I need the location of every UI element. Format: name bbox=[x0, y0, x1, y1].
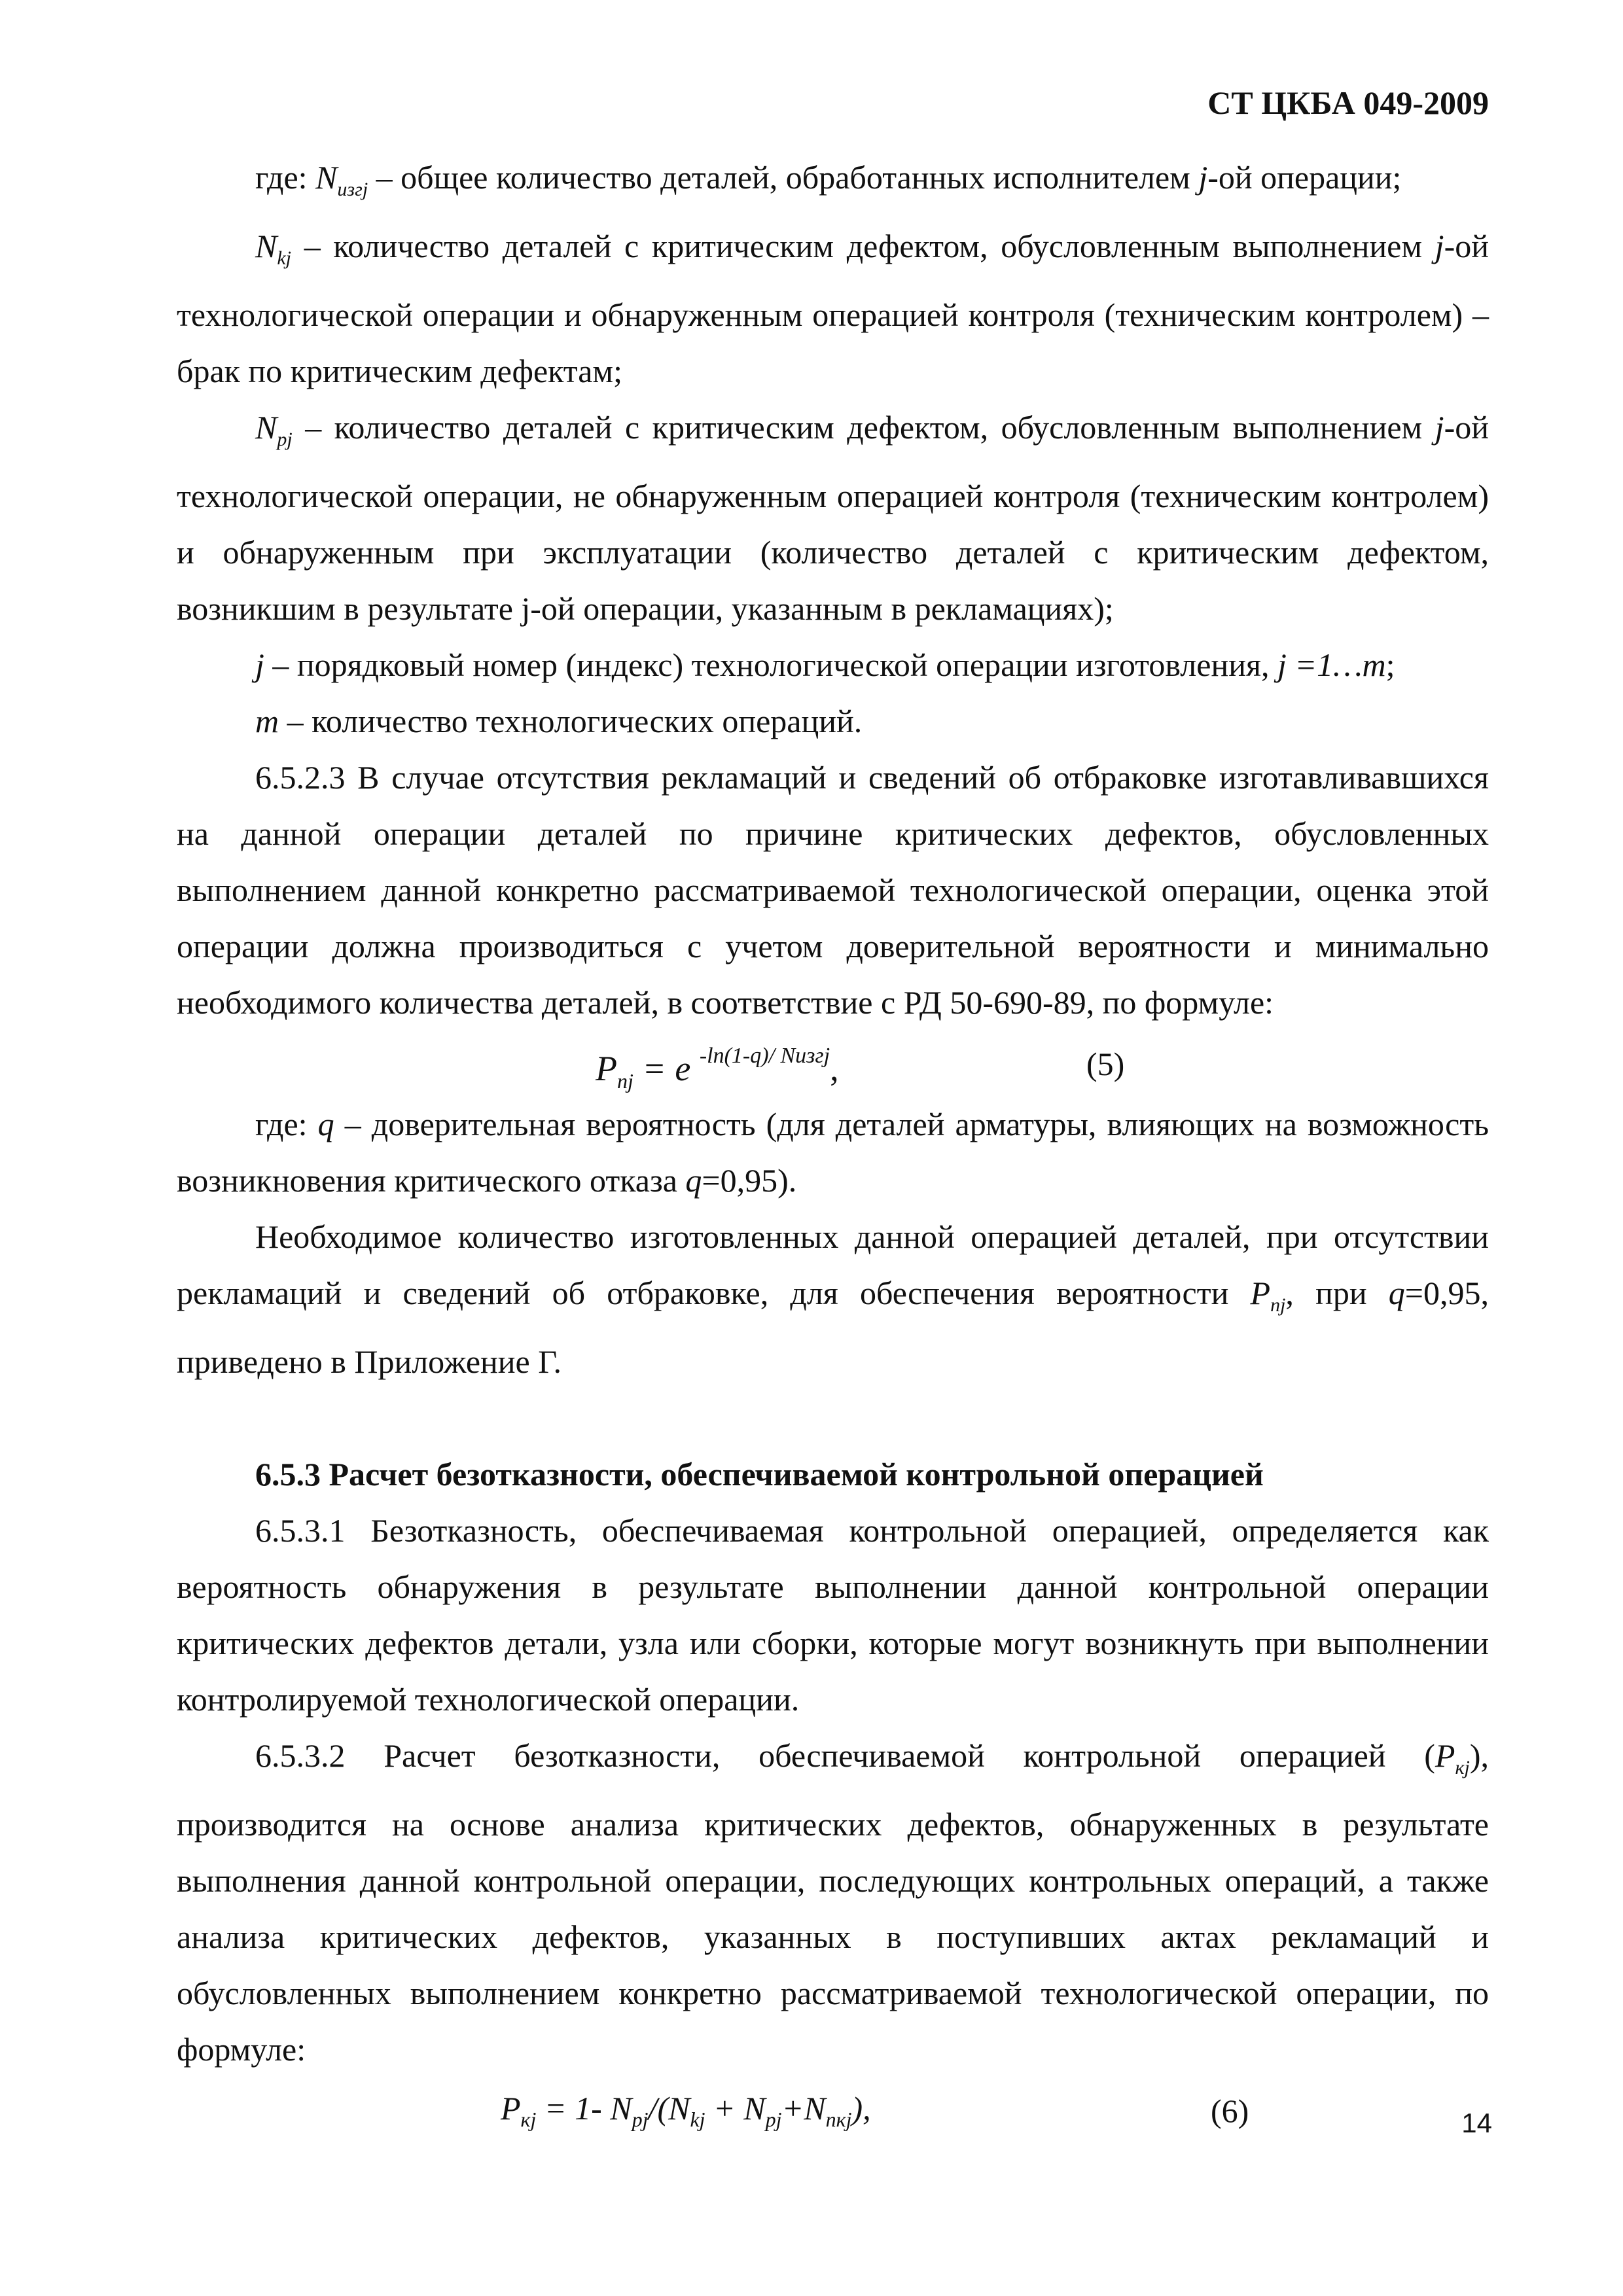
formula-5-number: (5) bbox=[1086, 1046, 1125, 1082]
def-n-pj: $N_{pj}$ – количество деталей с критическим дефектом, обусловленным выполнением j-ой технологической операции, не обнаруженным операцией контроля (техническим контролем) и обнаруженным при эксплуатации (количество деталей с критическим дефектом, возникшим в результате j-ой операции, указанным в рекламациях); bbox=[177, 409, 1489, 627]
def-m: m – количество технологических операций. bbox=[255, 703, 863, 739]
paragraph-6-5-3-1: 6.5.3.1 Безотказность, обеспечиваемая контрольной операцией, определяется как вероятность обнаружения в результате выполнении данной контрольной операции критических дефектов детали, узла или сборки, которые могут возникнуть при выполнении контролируемой технологической операции. bbox=[177, 1512, 1489, 1718]
where-q: где: q – доверительная вероятность (для деталей арматуры, влияющих на возможность возникновения критического отказа q=0,95). bbox=[177, 1106, 1489, 1199]
section-heading-6-5-3: 6.5.3 Расчет безотказности, обеспечиваемой контрольной операцией bbox=[255, 1456, 1264, 1492]
page-number: 14 bbox=[1461, 2108, 1492, 2138]
formula-6-number: (6) bbox=[1211, 2093, 1249, 2129]
document-code: СТ ЦКБА 049-2009 bbox=[1207, 84, 1489, 121]
paragraph-6-5-2-3: 6.5.2.3 В случае отсутствия рекламаций и сведений об отбраковке изготавливавшихся на данной операции деталей по причине критических дефектов, обусловленных выполнением данной конкретно рассматриваемой технологической операции, оценка этой операции должна производиться с учетом доверительной вероятности и минимально необходимого количества деталей, в соответствие с РД 50-690-89, по формуле: bbox=[177, 759, 1489, 1021]
document-body bbox=[177, 149, 1489, 2143]
formula-6 bbox=[177, 2080, 1489, 2146]
def-j: j – порядковый номер (индекс) технологической операции изготовления, j =1…m; bbox=[255, 646, 1395, 683]
paragraph-required-count: Необходимое количество изготовленных данной операцией деталей, при отсутствии рекламаций и сведений об отбраковке, для обеспечения вероятности $P_{пj}$, при q=0,95, приведено в Приложение Г. bbox=[177, 1218, 1489, 1380]
def-n-izg: где: $N_{изгj}$ – общее количество деталей, обработанных исполнителем j-ой операции; bbox=[255, 159, 1402, 200]
paragraph-6-5-3-2: 6.5.3.2 Расчет безотказности, обеспечиваемой контрольной операцией $(P_{кj})$, производится на основе анализа критических дефектов, обнаруженных в результате выполнения данной контрольной операции, последующих контрольных операций, а также анализа критических дефектов, указанных в поступивших актах рекламаций и обусловленных выполнением конкретно рассматриваемой технологической операции, по формуле: bbox=[177, 1737, 1489, 2068]
formula-5 bbox=[177, 1033, 1489, 1099]
formula-5-expression: $P_{пj} = e$ $^{-ln(1-q)/ Nизгj}$, bbox=[596, 1044, 839, 1093]
formula-6-expression: $P_{кj} = 1-$ $N_{pj}/(N_{kj} + N_{pj}+N_{пкj})$, bbox=[501, 2090, 871, 2131]
def-n-kj: $N_{kj}$ – количество деталей с критическим дефектом, обусловленным выполнением j-ой технологической операции и обнаруженным операцией контроля (техническим контролем) – брак по критическим дефектам; bbox=[177, 228, 1489, 389]
